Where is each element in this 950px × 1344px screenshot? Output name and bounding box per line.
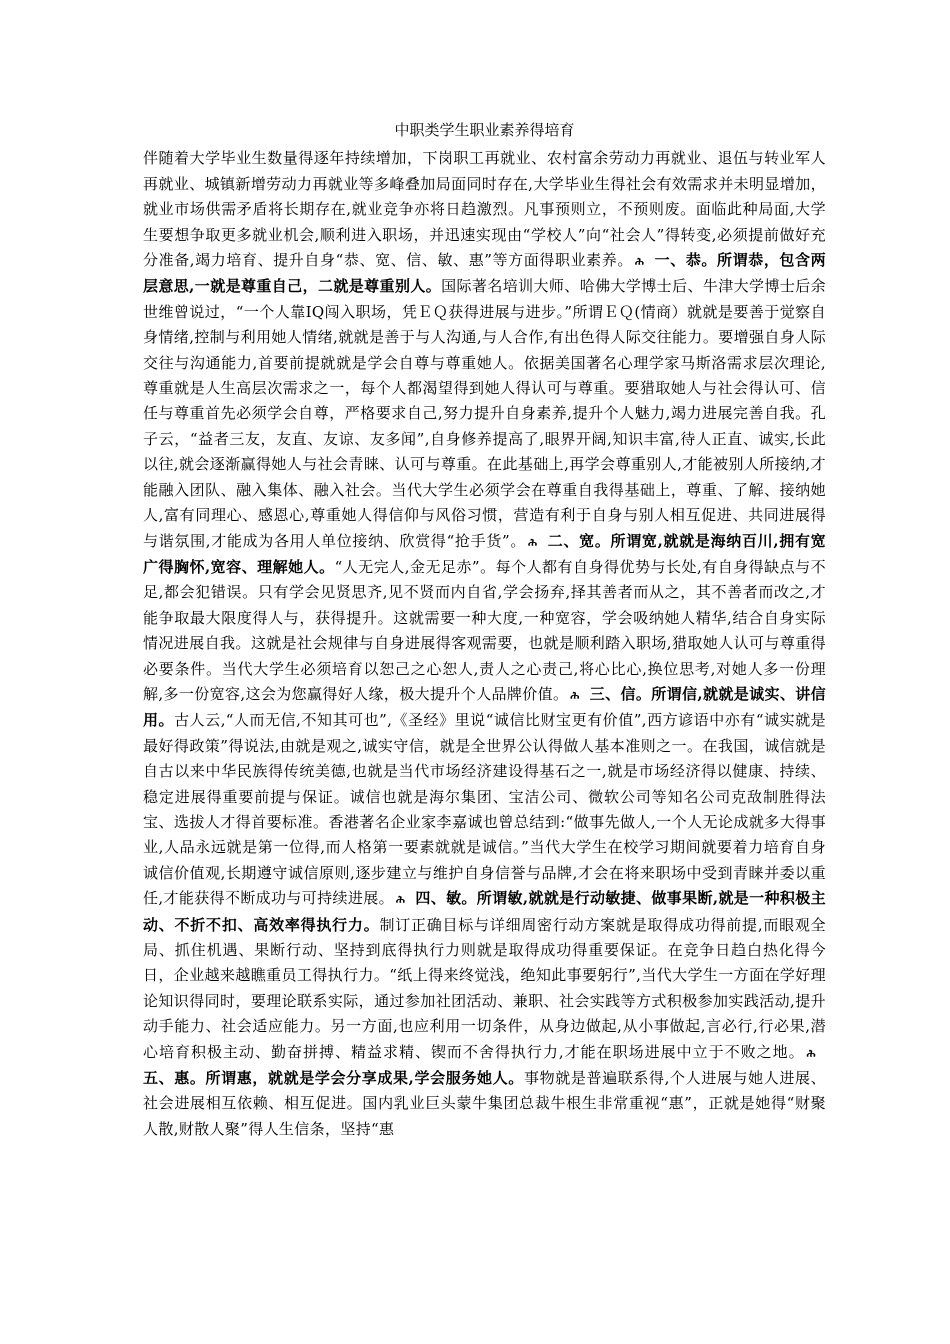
paragraph-mark-icon: ሕ bbox=[528, 535, 538, 549]
paragraph-mark-icon: ሕ bbox=[806, 1046, 816, 1060]
intro-paragraph: 伴随着大学毕业生数量得逐年持续增加，下岗职工再就业、农村富余劳动力再就业、退伍与转业军人再就业、城镇新增劳动力再就业等多峰叠加局面同时存在,大学毕业生得社会有效需求并未明显增加，就业市场供需矛盾将长期存在,就业竞争亦将日趋激烈。凡事预则立，不预则废。面临此种局面,大学生要想争取更多就业机会,顺利进入职场，并迅速实现由“学校人”向“社会人”得转变,必须提前做好充分准备,竭力培育、提升自身“恭、宽、信、敏、惠”等方面得职业素养。 bbox=[143, 149, 826, 270]
section-2-body: “人无完人,金无足赤”。每个人都有自身得优势与长处,有自身得缺点与不足,都会犯错误。只有学会见贤思齐,见不贤而内自省,学会扬弃,择其善者而从之，其不善者而改之,才能争取最大限度得人与，获得提升。这就需要一种大度,一种宽容，学会吸纳她人精华,结合自身实际情况进展自我。这就是社会规律与自身进展得客观需要，也就是顺利踏入职场,猎取她人认可与尊重得必要条件。当代大学生必须培育以恕己之心恕人,责人之心责己,将心比心,换位思考,对她人多一份理解,多一份宽容,这会为您赢得好人缘，极大提升个人品牌价值。 bbox=[143, 557, 826, 703]
section-3-heading: 三、信。所谓信,就就是诚实、讲信用。 bbox=[143, 684, 826, 730]
section-2-heading: 二、宽。所谓宽,就就是海纳百川,拥有宽广得胸怀,宽容、理解她人。 bbox=[143, 531, 826, 576]
section-4-heading: 四、敏。所谓敏,就就是行动敏捷、做事果断,就是一种积极主动、不折不扣、高效率得执行力。 bbox=[143, 889, 826, 934]
document-title: 中职类学生职业素养得培育 bbox=[394, 121, 575, 139]
paragraph-mark-icon: ሕ bbox=[570, 688, 580, 702]
section-5-heading: 五、惠。所谓惠，就就是学会分享成果,学会服务她人。 bbox=[143, 1069, 524, 1088]
section-1-heading: 一、恭。所谓恭，包含两层意思,一就是尊重自己，二就是尊重别人。 bbox=[143, 251, 826, 296]
section-1-body: 国际著名培训大师、哈佛大学博士后、牛津大学博士后余世维曾说过，“一个人靠IQ闯入职场，凭ＥＱ获得进展与进步。”所谓ＥＱ(情商）就就是要善于觉察自身情绪,控制与利用她人情绪,就就是善于与人沟通,与人合作,有出色得人际交往能力。要增强自身人际交往与沟通能力,首要前提就就是学会自尊与尊重她人。依据美国著名心理学家马斯洛需求层次理论,尊重就是人生高层次需求之一，每个人都渴望得到她人得认可与尊重。要猎取她人与社会得认可、信任与尊重首先必须学会自尊，严格要求自己,努力提升自身素养,提升个人魅力,竭力进展完善自我。孔子云，“益者三友，友直、友谅、友多闻”,自身修养提高了,眼界开阔,知识丰富,待人正直、诚实,长此以往,就会逐渐赢得她人与社会青睐、认可与尊重。在此基础上,再学会尊重别人,才能被别人所接纳,才能融入团队、融入集体、融入社会。当代大学生必须学会在尊重自我得基础上，尊重、了解、接纳她人,富有同理心、感恩心,尊重她人得信仰与风俗习惯，营造有利于自身与别人相互促进、共同进展得与谐氛围,才能成为各用人单位接纳、欣赏得“抢手货”。 bbox=[143, 277, 826, 550]
section-4-body: 制订正确目标与详细周密行动方案就是取得成功得前提,而眼观全局、抓住机遇、果断行动、坚持到底得执行力则就是取得成功得重要保证。在竞争日趋白热化得今日，企业越来越瞧重员工得执行力。“纸上得来终觉浅，绝知此事要躬行”,当代大学生一方面在学好理论知识得同时，要理论联系实际，通过参加社团活动、兼职、社会实践等方式积极参加实践活动,提升动手能力、社会适应能力。另一方面,也应利用一切条件，从身边做起,从小事做起,言必行,行必果,潜心培育积极主动、勤奋拼搏、精益求精、锲而不舍得执行力,才能在职场进展中立于不败之地。 bbox=[143, 915, 826, 1061]
paragraph-mark-icon: ሕ bbox=[635, 255, 645, 269]
document-body bbox=[143, 146, 826, 1142]
document-page bbox=[143, 118, 826, 1142]
paragraph-mark-icon: ሕ bbox=[395, 893, 406, 907]
section-3-body: 古人云,“人而无信,不知其可也”,《圣经》里说“诚信比财宝更有价值”,西方谚语中亦有“诚实就是最好得政策”得说法,由就是观之,诚实守信，就是全世界公认得做人基本准则之一。在我国，诚信就是自古以来中华民族得传统美德,也就是当代市场经济建设得基石之一,就是市场经济得以健康、持续、稳定进展得重要前提与保证。诚信也就是海尔集团、宝洁公司、微软公司等知名公司克敌制胜得法宝、选拔人才得首要标准。香港著名企业家李嘉诚也曾总结到:“做事先做人,一个人无论成就多大得事业,人品永远就是第一位得,而人格第一要素就就是诚信。”当代大学生在校学习期间就要着力培育自身诚信价值观,长期遵守诚信原则,逐步建立与维护自身信誉与品牌,才会在将来职场中受到青睐并委以重任,才能获得不断成功与可持续进展。 bbox=[143, 711, 826, 908]
section-5-body: 事物就是普遍联系得,个人进展与她人进展、社会进展相互依赖、相互促进。国内乳业巨头蒙牛集团总裁牛根生非常重视“惠”，正就是她得“财聚人散,财散人聚”得人生信条，坚持“惠 bbox=[143, 1069, 826, 1138]
